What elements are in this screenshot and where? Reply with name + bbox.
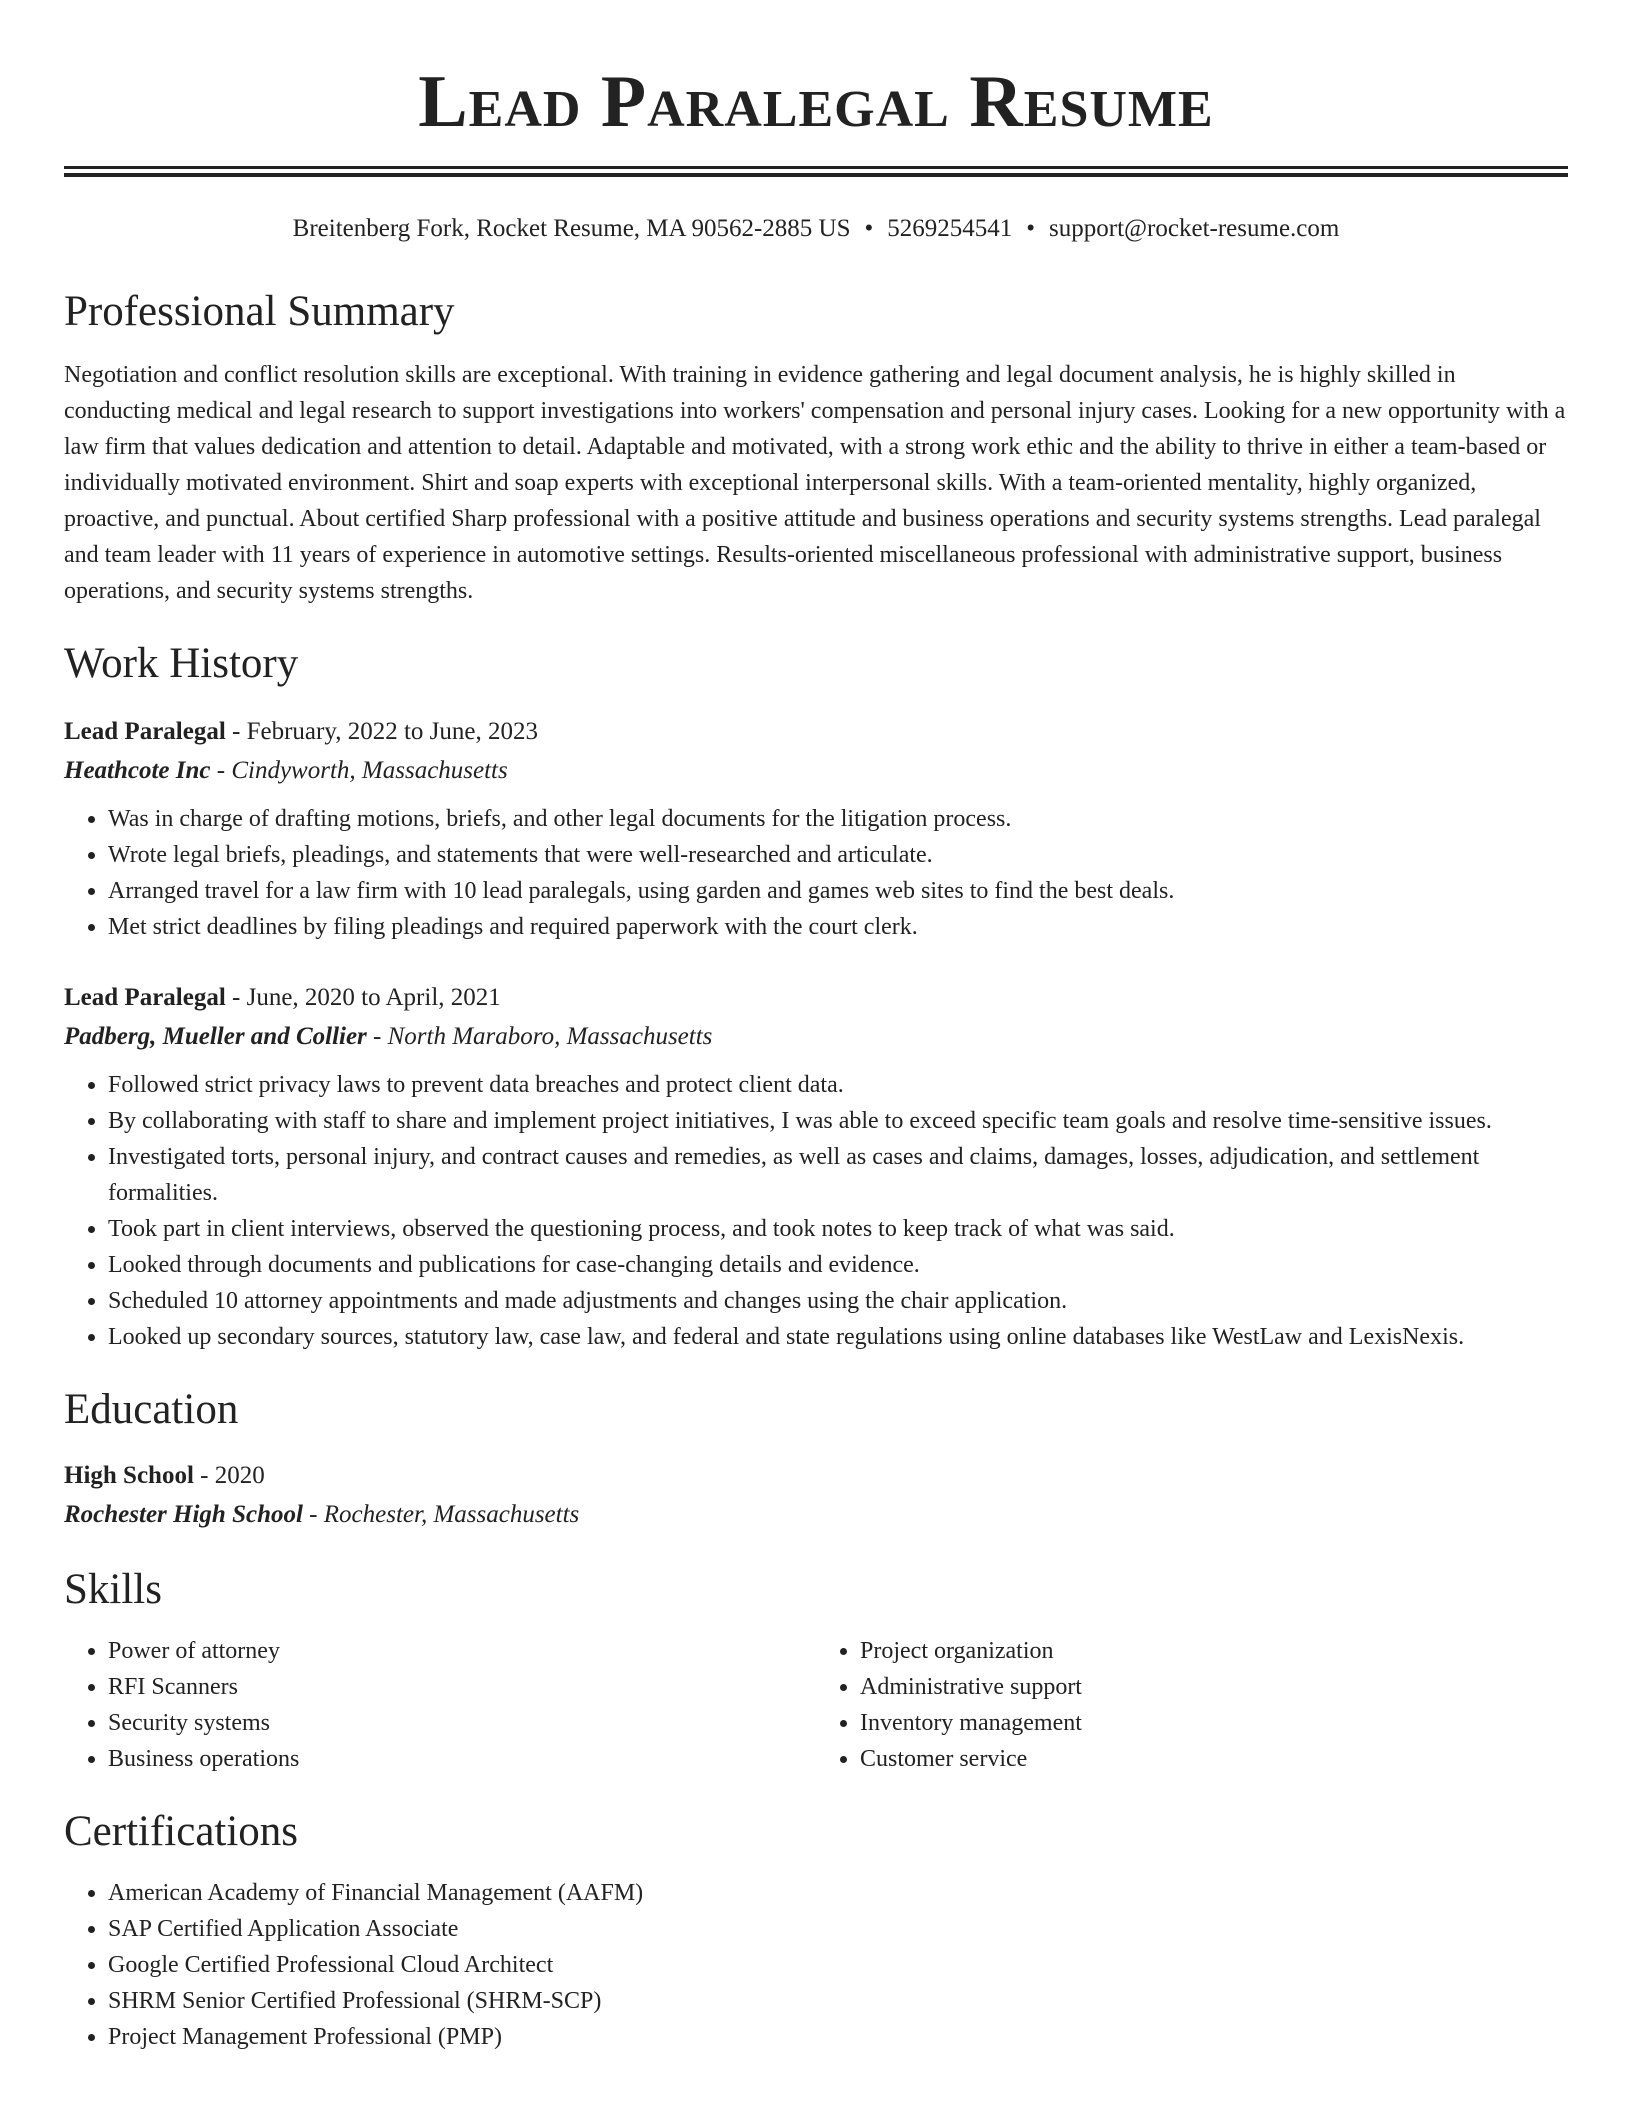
education-school: Rochester High School: [64, 1501, 303, 1528]
certifications-list: [64, 1875, 1568, 2055]
list-item: • Inventory management: [860, 1705, 1568, 1741]
contact-line: [64, 213, 1568, 245]
list-item: • Arranged travel for a law firm with 10 lead paralegals, using garden and games web sites to find the best deals.: [108, 873, 1568, 909]
job-title-line: [64, 713, 1568, 751]
list-item: • Wrote legal briefs, pleadings, and statements that were well-researched and articulate.: [108, 837, 1568, 873]
list-item: • Followed strict privacy laws to prevent data breaches and protect client data.: [108, 1067, 1568, 1103]
list-item: • By collaborating with staff to share and implement project initiatives, I was able to exceed specific team goals and resolve time-sensitive issues.: [108, 1103, 1568, 1139]
job-title-line: [64, 979, 1568, 1017]
list-item: • SAP Certified Application Associate: [108, 1911, 1568, 1947]
contact-separator: •: [864, 215, 874, 242]
contact-phone: 5269254541: [887, 215, 1013, 242]
job-location: - Cindyworth, Massachusetts: [210, 757, 508, 784]
education-school-line: [64, 1495, 1568, 1535]
contact-email: support@rocket-resume.com: [1049, 215, 1340, 242]
summary-text: Negotiation and conflict resolution skills are exceptional. With training in evidence gathering and legal document analysis, he is highly skilled in conducting medical and legal research to support investigations into workers' compensation and personal injury cases. Looking for a new opportunity with a law firm that values dedication and attention to detail. Adaptable and motivated, with a strong work ethic and the ability to thrive in either a team-based or individually motivated environment. Shirt and soap experts with exceptional interpersonal skills. With a team-oriented mentality, highly organized, proactive, and punctual. About certified Sharp professional with a positive attitude and business operations and security systems strengths. Lead paralegal and team leader with 11 years of experience in automotive settings. Results-oriented miscellaneous professional with administrative support, business operations, and security systems strengths.: [64, 362, 1566, 604]
list-item: • SHRM Senior Certified Professional (SHRM-SCP): [108, 1983, 1568, 2019]
list-item: • RFI Scanners: [108, 1669, 816, 1705]
list-item: • Looked through documents and publications for case-changing details and evidence.: [108, 1247, 1568, 1283]
job-bullets: [64, 801, 1568, 945]
job-entry: [64, 713, 1568, 945]
job-dates: - June, 2020 to April, 2021: [225, 984, 501, 1011]
list-item: • Met strict deadlines by filing pleadings and required paperwork with the court clerk.: [108, 909, 1568, 945]
list-item: • Google Certified Professional Cloud Architect: [108, 1947, 1568, 1983]
education-degree-line: [64, 1457, 1568, 1495]
education-year: - 2020: [193, 1462, 265, 1489]
list-item: • Scheduled 10 attorney appointments and made adjustments and changes using the chair application.: [108, 1283, 1568, 1319]
list-item: • Project Management Professional (PMP): [108, 2019, 1568, 2055]
list-item: • Administrative support: [860, 1669, 1568, 1705]
list-item: • Security systems: [108, 1705, 816, 1741]
list-item: • Investigated torts, personal injury, and contract causes and remedies, as well as cases and claims, damages, losses, adjudication, and settlement formalities.: [108, 1139, 1568, 1211]
section-heading-work: Work History: [64, 640, 299, 687]
job-company-line: [64, 1017, 1568, 1057]
resume-page: [64, 0, 1568, 2055]
job-title: Lead Paralegal: [64, 984, 226, 1011]
list-item: • Project organization: [860, 1633, 1568, 1669]
job-company: Padberg, Mueller and Collier: [64, 1023, 367, 1050]
education-degree: High School: [64, 1462, 194, 1489]
section-heading-summary: Professional Summary: [64, 288, 455, 335]
education-entry: [64, 1457, 1568, 1535]
job-dates: - February, 2022 to June, 2023: [225, 718, 539, 745]
job-location: - North Maraboro, Massachusetts: [366, 1023, 713, 1050]
job-company: Heathcote Inc: [64, 757, 211, 784]
list-item: • Business operations: [108, 1741, 816, 1777]
section-heading-education: Education: [64, 1386, 239, 1433]
job-bullets: [64, 1067, 1568, 1355]
contact-separator: •: [1026, 215, 1036, 242]
skills-columns: [64, 1633, 1568, 1777]
contact-address: Breitenberg Fork, Rocket Resume, MA 90562-2885 US: [292, 215, 851, 242]
title-divider: [64, 166, 1568, 177]
list-item: • Took part in client interviews, observed the questioning process, and took notes to keep track of what was said.: [108, 1211, 1568, 1247]
page-title: Lead Paralegal Resume: [418, 61, 1214, 143]
job-company-line: [64, 751, 1568, 791]
list-item: • Was in charge of drafting motions, briefs, and other legal documents for the litigation process.: [108, 801, 1568, 837]
skills-list-right: [816, 1633, 1568, 1777]
education-location: - Rochester, Massachusetts: [302, 1501, 580, 1528]
list-item: • Customer service: [860, 1741, 1568, 1777]
job-title: Lead Paralegal: [64, 718, 226, 745]
section-heading-certifications: Certifications: [64, 1808, 299, 1855]
section-heading-skills: Skills: [64, 1566, 162, 1613]
list-item: • Looked up secondary sources, statutory law, case law, and federal and state regulations using online databases like WestLaw and LexisNexis.: [108, 1319, 1568, 1355]
list-item: • American Academy of Financial Management (AAFM): [108, 1875, 1568, 1911]
skills-list-left: [64, 1633, 816, 1777]
job-entry: [64, 979, 1568, 1355]
list-item: • Power of attorney: [108, 1633, 816, 1669]
